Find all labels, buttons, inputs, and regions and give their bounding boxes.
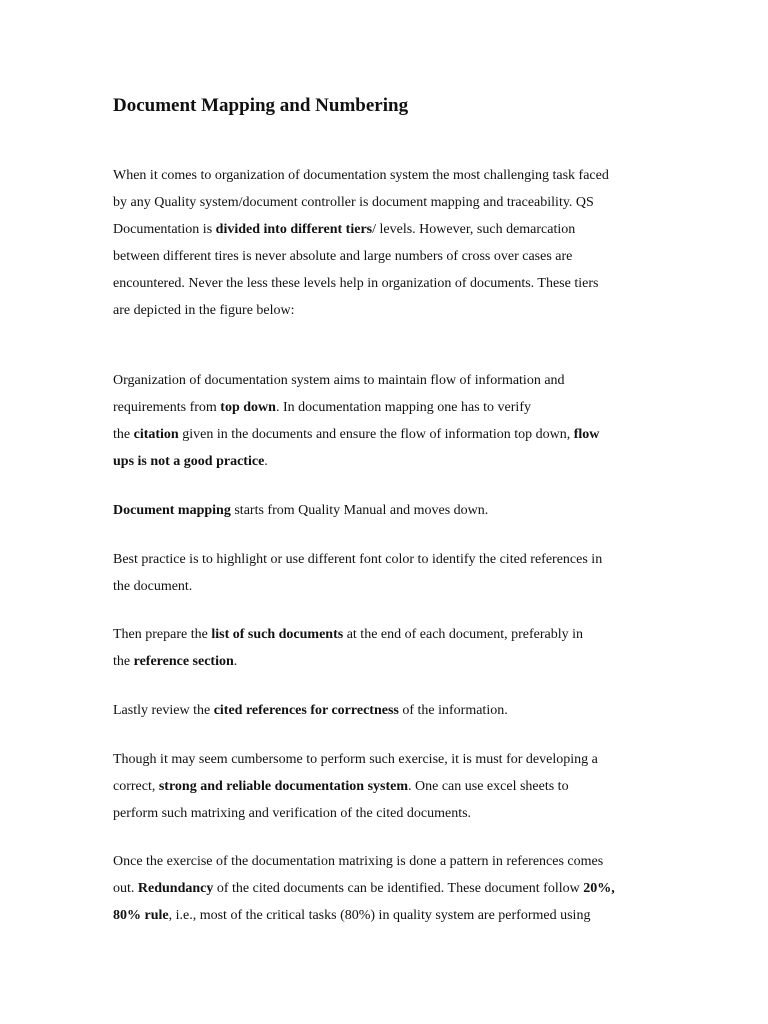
- text-line: [113, 800, 653, 827]
- text-line: [113, 421, 653, 448]
- text-run: requirements from: [113, 400, 221, 415]
- text-run: starts from Quality Manual and moves down.: [230, 503, 489, 518]
- text-line: [113, 189, 653, 216]
- text-line: [113, 773, 653, 800]
- paragraph-intro: [113, 162, 653, 324]
- text-run: Though it may seem cumbersome to perform such exercise, it is must for developing a: [113, 752, 598, 767]
- text-run: encountered. Never the less these levels help in organization of documents. These tiers: [113, 276, 599, 291]
- text-run: of the information.: [398, 703, 508, 718]
- paragraph-organization: [113, 367, 653, 475]
- text-line: [113, 648, 653, 675]
- bold-text: 20%,: [583, 881, 615, 896]
- text-line: [113, 243, 653, 270]
- text-run: out.: [113, 881, 138, 896]
- text-run: . In documentation mapping one has to verify: [275, 400, 531, 415]
- text-line: [113, 394, 653, 421]
- bold-text: cited references for correctness: [213, 703, 399, 718]
- text-line: [113, 546, 653, 573]
- text-run: the document.: [113, 579, 193, 594]
- text-run: perform such matrixing and verification of the cited documents.: [113, 806, 472, 821]
- text-line: [113, 297, 653, 324]
- paragraph-review: [113, 697, 653, 724]
- bold-text: Redundancy: [137, 881, 214, 896]
- bold-text: citation: [133, 427, 179, 442]
- paragraph-prepare-list: [113, 621, 653, 675]
- text-run: , i.e., most of the critical tasks (80%) in quality system are performed using: [168, 908, 591, 923]
- text-line: [113, 875, 653, 902]
- text-run: the: [113, 654, 134, 669]
- bold-text: reference section: [133, 654, 234, 669]
- text-line: [113, 746, 653, 773]
- text-run: given in the documents and ensure the flow of information top down,: [178, 427, 574, 442]
- bold-text: ups is not a good practice: [113, 454, 265, 469]
- text-line: [113, 902, 653, 929]
- bold-text: divided into different tiers: [215, 222, 373, 237]
- text-run: between different tires is never absolute and large numbers of cross over cases are: [113, 249, 573, 264]
- text-run: / levels. However, such demarcation: [372, 222, 576, 237]
- bold-text: top down: [220, 400, 276, 415]
- text-run: the: [113, 427, 134, 442]
- text-line: [113, 270, 653, 297]
- paragraph-document-mapping: [113, 497, 653, 524]
- text-run: at the end of each document, preferably in: [343, 627, 584, 642]
- text-line: [113, 697, 653, 724]
- text-line: [113, 573, 653, 600]
- text-line: [113, 448, 653, 475]
- paragraph-matrixing: [113, 848, 653, 929]
- text-run: of the cited documents can be identified. These document follow: [213, 881, 584, 896]
- bold-text: 80% rule: [113, 908, 169, 923]
- text-run: .: [264, 454, 268, 469]
- bold-text: Document mapping: [113, 503, 231, 518]
- text-line: [113, 497, 653, 524]
- paragraph-best-practice: [113, 546, 653, 600]
- bold-text: list of such documents: [211, 627, 344, 642]
- document-title: Document Mapping and Numbering: [113, 95, 409, 116]
- text-run: When it comes to organization of documentation system the most challenging task faced: [113, 168, 609, 183]
- text-run: are depicted in the figure below:: [113, 303, 295, 318]
- text-line: [113, 367, 653, 394]
- bold-text: flow: [573, 427, 600, 442]
- text-run: by any Quality system/document controller is document mapping and traceability. QS: [113, 195, 594, 210]
- text-run: Once the exercise of the documentation matrixing is done a pattern in references comes: [113, 854, 604, 869]
- text-run: correct,: [113, 779, 159, 794]
- text-run: . One can use excel sheets to: [408, 779, 569, 794]
- bold-text: strong and reliable documentation system: [158, 779, 409, 794]
- text-run: Documentation is: [113, 222, 216, 237]
- text-line: [113, 216, 653, 243]
- text-run: Then prepare the: [113, 627, 212, 642]
- text-run: Organization of documentation system aims to maintain flow of information and: [113, 373, 565, 388]
- text-run: Best practice is to highlight or use different font color to identify the cited references in: [113, 552, 603, 567]
- text-line: [113, 621, 653, 648]
- text-line: [113, 162, 653, 189]
- text-run: .: [233, 654, 238, 669]
- text-run: Lastly review the: [113, 703, 214, 718]
- paragraph-cumbersome: [113, 746, 653, 827]
- text-line: [113, 848, 653, 875]
